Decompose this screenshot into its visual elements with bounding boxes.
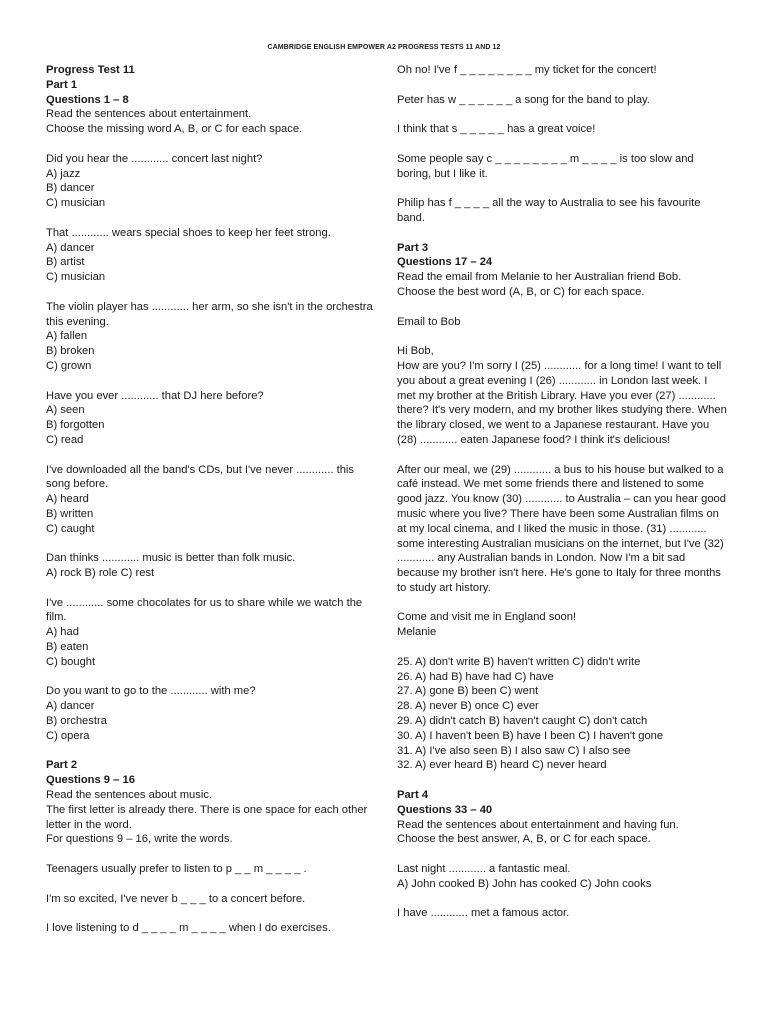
question-stem: Dan thinks ............ music is better than folk music. bbox=[46, 552, 296, 565]
answer-option: A) seen bbox=[46, 404, 85, 417]
question-stem: Last night ............ a fantastic meal. bbox=[397, 863, 571, 876]
answer-option: A) John cooked B) John has cooked C) John cooks bbox=[397, 877, 652, 890]
answer-option: C) musician bbox=[46, 271, 106, 284]
question-stem: The violin player has ............ her arm, so she isn't in the orchestra this evening. bbox=[46, 300, 373, 328]
question-stem: Did you hear the ............ concert last night? bbox=[46, 152, 263, 165]
part-4-instruction: Read the sentences about entertainment and having fun. bbox=[397, 818, 679, 831]
part-3-instruction: Choose the best word (A, B, or C) for each space. bbox=[397, 285, 645, 298]
part-2-instruction: For questions 9 – 16, write the words. bbox=[46, 833, 233, 846]
part-1-instruction: Choose the missing word A, B, or C for each space. bbox=[46, 123, 303, 136]
answer-option: C) caught bbox=[46, 522, 95, 535]
answer-option: B) orchestra bbox=[46, 715, 107, 728]
question-stem: I've ............ some chocolates for us to share while we watch the film. bbox=[46, 596, 363, 624]
document-header: CAMBRIDGE ENGLISH EMPOWER A2 PROGRESS TESTS 11 AND 12 bbox=[267, 44, 501, 51]
test-title: Progress Test 11 bbox=[46, 64, 135, 76]
right-column bbox=[397, 63, 729, 921]
answer-option: B) broken bbox=[46, 345, 95, 358]
part-2-instruction: The first letter is already there. There is one space for each other letter in the word. bbox=[46, 803, 368, 831]
part-4-instruction: Choose the best answer, A, B, or C for each space. bbox=[397, 833, 651, 846]
answer-option: C) musician bbox=[46, 197, 106, 210]
questions-9-16-heading: Questions 9 – 16 bbox=[46, 774, 135, 787]
email-signature: Melanie bbox=[397, 626, 437, 639]
answer-option: A) heard bbox=[46, 493, 89, 506]
answer-option: A) dancer bbox=[46, 241, 95, 254]
answer-option: A) had bbox=[46, 626, 79, 639]
answer-option: B) written bbox=[46, 507, 94, 520]
questions-33-40-heading: Questions 33 – 40 bbox=[397, 803, 493, 816]
answer-choice-line: 31. A) I've also seen B) I also saw C) I also see bbox=[397, 744, 631, 757]
answer-option: B) artist bbox=[46, 256, 85, 269]
answer-choice-line: 29. A) didn't catch B) haven't caught C) don't catch bbox=[397, 715, 648, 728]
part-2-instruction: Read the sentences about music. bbox=[46, 789, 213, 802]
question-stem: That ............ wears special shoes to keep her feet strong. bbox=[46, 226, 331, 239]
answer-option: A) rock B) role C) rest bbox=[46, 567, 155, 580]
answer-option: C) read bbox=[46, 433, 84, 446]
part-1-heading: Part 1 bbox=[46, 78, 78, 91]
answer-choice-line: 26. A) had B) have had C) have bbox=[397, 670, 554, 683]
answer-choice-line: 32. A) ever heard B) heard C) never heard bbox=[397, 759, 607, 772]
answer-option: A) dancer bbox=[46, 700, 95, 713]
question-stem: I have ............ met a famous actor. bbox=[397, 907, 570, 920]
answer-option: B) eaten bbox=[46, 641, 89, 654]
questions-17-24-heading: Questions 17 – 24 bbox=[397, 256, 493, 269]
email-closing: Come and visit me in England soon! bbox=[397, 611, 577, 624]
question-stem: Do you want to go to the ............ with me? bbox=[46, 685, 256, 698]
gap-sentence: I'm so excited, I've never b _ _ _ to a concert before. bbox=[46, 892, 306, 905]
left-column bbox=[46, 63, 376, 936]
gap-sentence: I think that s _ _ _ _ _ has a great voice! bbox=[397, 123, 596, 136]
email-paragraph: After our meal, we (29) ............ a bus to his house but walked to a café instead. We met some friends there and listened to some good jazz. You know (30) ............ to Australia – can you hear good music where you live? There have been some Australian films on at my local cinema, and I liked the music in those. (31) ............ some interesting Australian musicians on the internet, but I've (32) ............ any Australian bands in London. Now I'm a bit sad because my brother isn't here. He's gone to Italy for three months to study art history. bbox=[397, 463, 726, 594]
question-stem: I've downloaded all the band's CDs, but I've never ............ this song before. bbox=[46, 463, 355, 491]
question-stem: Have you ever ............ that DJ here before? bbox=[46, 389, 264, 402]
answer-option: A) fallen bbox=[46, 330, 88, 343]
gap-sentence: Philip has f _ _ _ _ all the way to Australia to see his favourite band. bbox=[397, 197, 701, 224]
gap-sentence: Peter has w _ _ _ _ _ _ a song for the band to play. bbox=[397, 93, 650, 106]
part-1-instruction: Read the sentences about entertainment. bbox=[46, 108, 252, 121]
answer-option: B) dancer bbox=[46, 182, 95, 195]
gap-sentence: Some people say c _ _ _ _ _ _ _ _ m _ _ _ _ is too slow and boring, but I like it. bbox=[397, 152, 694, 180]
part-3-heading: Part 3 bbox=[397, 241, 429, 254]
part-2-heading: Part 2 bbox=[46, 759, 78, 772]
part-3-instruction: Read the email from Melanie to her Australian friend Bob. bbox=[397, 271, 682, 284]
gap-sentence: Teenagers usually prefer to listen to p _ _ m _ _ _ _ . bbox=[46, 863, 307, 876]
answer-option: C) bought bbox=[46, 655, 96, 668]
part-4-heading: Part 4 bbox=[397, 789, 429, 802]
answer-option: C) opera bbox=[46, 729, 90, 742]
answer-choice-line: 28. A) never B) once C) ever bbox=[397, 700, 539, 713]
answer-option: A) jazz bbox=[46, 167, 81, 180]
answer-choice-line: 25. A) don't write B) haven't written C) didn't write bbox=[397, 655, 641, 668]
answer-option: B) forgotten bbox=[46, 419, 105, 432]
answer-choice-line: 27. A) gone B) been C) went bbox=[397, 685, 539, 698]
gap-sentence: I love listening to d _ _ _ _ m _ _ _ _ when I do exercises. bbox=[46, 922, 331, 935]
gap-sentence: Oh no! I've f _ _ _ _ _ _ _ _ my ticket for the concert! bbox=[397, 64, 657, 76]
answer-choice-line: 30. A) I haven't been B) have I been C) I haven't gone bbox=[397, 729, 664, 742]
email-paragraph: How are you? I'm sorry I (25) ............ for a long time! I want to tell you about a great evening I (26) ............ in London last week. I met my brother at the British Library. Have you ever (27) ............ there? It's very modern, and my brother likes studying there. When the library closed, we went to a Japanese restaurant. Have you (28) ............ eaten Japanese food? I think it's delicious! bbox=[397, 359, 727, 446]
questions-1-8-heading: Questions 1 – 8 bbox=[46, 93, 129, 106]
email-heading: Email to Bob bbox=[397, 315, 461, 328]
answer-option: C) grown bbox=[46, 359, 92, 372]
email-greeting: Hi Bob, bbox=[397, 345, 434, 358]
